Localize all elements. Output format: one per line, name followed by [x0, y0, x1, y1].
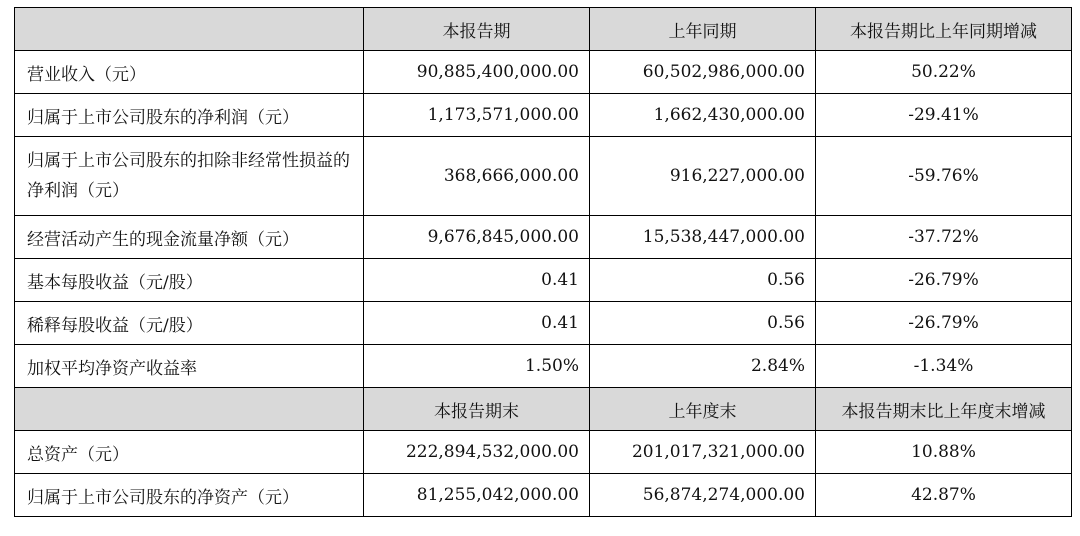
row-label: 总资产（元）: [15, 431, 364, 474]
table-header-row: [15, 8, 1072, 51]
current-value: 90,885,400,000.00: [364, 51, 590, 94]
change-value: 50.22%: [816, 51, 1072, 94]
row-label: 稀释每股收益（元/股）: [15, 302, 364, 345]
header-cell-current-period: 本报告期: [364, 8, 590, 51]
table-row: [15, 94, 1072, 137]
current-value: 368,666,000.00: [364, 137, 590, 216]
row-label: 归属于上市公司股东的净利润（元）: [15, 94, 364, 137]
current-value: 81,255,042,000.00: [364, 474, 590, 517]
change-value: 10.88%: [816, 431, 1072, 474]
header-cell-blank: [15, 388, 364, 431]
header-cell-prior-period: 上年同期: [590, 8, 816, 51]
table-row: [15, 431, 1072, 474]
change-value: -59.76%: [816, 137, 1072, 216]
current-value: 1,173,571,000.00: [364, 94, 590, 137]
current-value: 9,676,845,000.00: [364, 216, 590, 259]
header-cell-prior-year-end: 上年度末: [590, 388, 816, 431]
row-label: 归属于上市公司股东的扣除非经常性损益的净利润（元）: [15, 137, 364, 216]
change-value: -26.79%: [816, 259, 1072, 302]
prior-value: 201,017,321,000.00: [590, 431, 816, 474]
header-cell-change: 本报告期比上年同期增减: [816, 8, 1072, 51]
row-label: 经营活动产生的现金流量净额（元）: [15, 216, 364, 259]
current-value: 0.41: [364, 259, 590, 302]
table-row: [15, 51, 1072, 94]
prior-value: 15,538,447,000.00: [590, 216, 816, 259]
change-value: -37.72%: [816, 216, 1072, 259]
prior-value: 0.56: [590, 259, 816, 302]
current-value: 222,894,532,000.00: [364, 431, 590, 474]
change-value: -1.34%: [816, 345, 1072, 388]
row-label: 加权平均净资产收益率: [15, 345, 364, 388]
current-value: 0.41: [364, 302, 590, 345]
current-value: 1.50%: [364, 345, 590, 388]
change-value: -29.41%: [816, 94, 1072, 137]
table-row: [15, 302, 1072, 345]
change-value: 42.87%: [816, 474, 1072, 517]
prior-value: 2.84%: [590, 345, 816, 388]
prior-value: 60,502,986,000.00: [590, 51, 816, 94]
prior-value: 56,874,274,000.00: [590, 474, 816, 517]
table-header-row: [15, 388, 1072, 431]
row-label: 归属于上市公司股东的净资产（元）: [15, 474, 364, 517]
table-row: [15, 474, 1072, 517]
header-cell-change: 本报告期末比上年度末增减: [816, 388, 1072, 431]
table-row: [15, 216, 1072, 259]
row-label: 基本每股收益（元/股）: [15, 259, 364, 302]
table-row: [15, 137, 1072, 216]
prior-value: 916,227,000.00: [590, 137, 816, 216]
change-value: -26.79%: [816, 302, 1072, 345]
row-label: 营业收入（元）: [15, 51, 364, 94]
header-cell-period-end: 本报告期末: [364, 388, 590, 431]
prior-value: 1,662,430,000.00: [590, 94, 816, 137]
prior-value: 0.56: [590, 302, 816, 345]
table-row: [15, 345, 1072, 388]
header-cell-blank: [15, 8, 364, 51]
table-row: [15, 259, 1072, 302]
financial-summary-table: [14, 7, 1072, 517]
